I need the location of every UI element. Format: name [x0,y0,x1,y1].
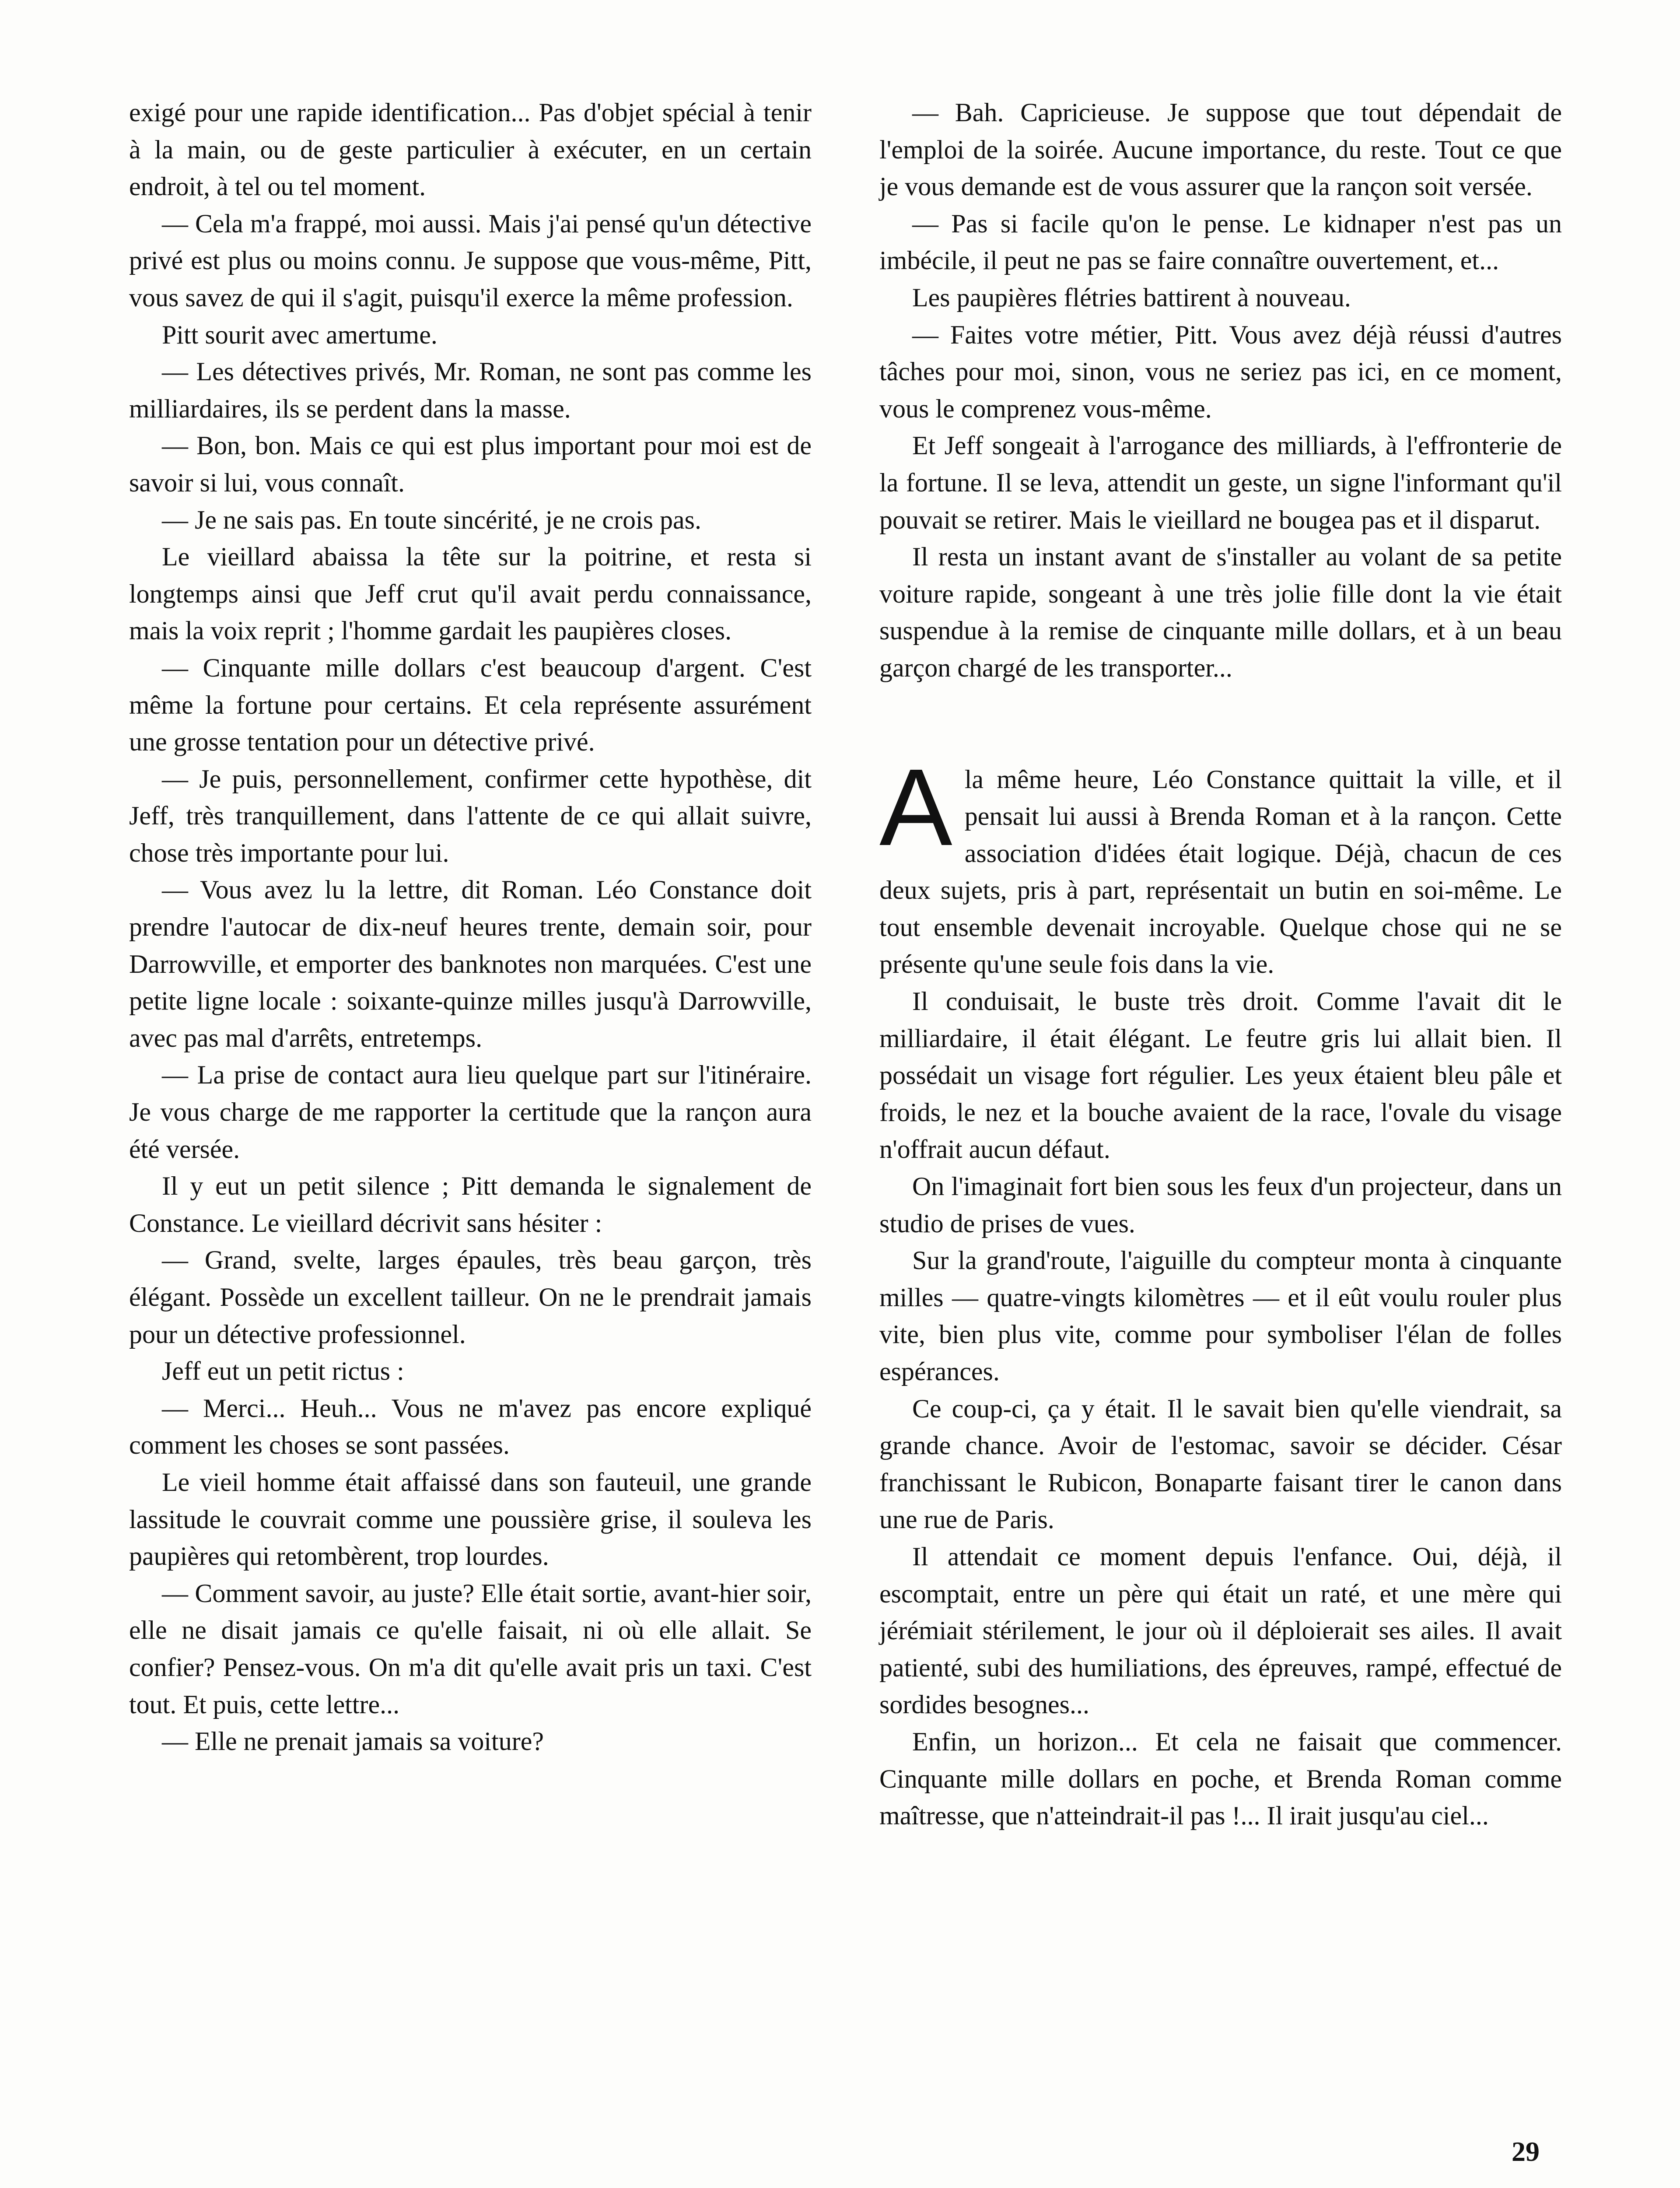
paragraph: Enfin, un horizon... Et cela ne faisait que commencer. Cinquante mille dollars en poche, et Brenda Roman comme maîtresse, que n'atteindrait-il pas !... Il irait jusqu'au ciel... [879,1727,1562,1830]
paragraph: Il y eut un petit silence ; Pitt demanda le signalement de Constance. Le vieillard décrivit sans hésiter : [129,1171,812,1238]
paragraph: — Elle ne prenait jamais sa voiture? [162,1727,544,1756]
dropcap-paragraph-text: la même heure, Léo Constance quittait la ville, et il pensait lui aussi à Brenda Roman et à la rançon. Cette association d'idées était logique. Déjà, chacun de ces deux sujets, pris à part, représentait un butin en soi-même. Le tout ensemble devenait incroyable. Quelque chose qui ne se présente qu'une seule fois dans la vie. [879,764,1562,979]
dropcap-paragraph [879,746,1562,983]
right-text-column [879,94,1562,1834]
paragraph: — Je puis, personnellement, confirmer cette hypothèse, dit Jeff, très tranquillement, dans l'attente de ce qui allait suivre, chose très importante pour lui. [129,764,812,867]
paragraph: — Cela m'a frappé, moi aussi. Mais j'ai pensé qu'un détective privé est plus ou moins connu. Je suppose que vous-même, Pitt, vous savez de qui il s'agit, puisqu'il exerce la même profession. [129,209,812,312]
paragraph: Il conduisait, le buste très droit. Comme l'avait dit le milliardaire, il était élégant. Le feutre gris lui allait bien. Il possédait un visage fort régulier. Les yeux étaient bleu pâle et froids, le nez et la bouche avaient de la race, l'ovale du visage n'offrait aucun défaut. [879,987,1562,1164]
paragraph: Il attendait ce moment depuis l'enfance. Oui, déjà, il escomptait, entre un père qui était un raté, et une mère qui jérémiait stérilement, le jour où il déploierait ses ailes. Il avait patienté, subi des humiliations, des épreuves, rampé, effectué de sordides besognes... [879,1542,1562,1719]
paragraph: Jeff eut un petit rictus : [162,1357,404,1386]
drop-cap-letter: A [879,746,952,868]
paragraph: On l'imaginait fort bien sous les feux d'un projecteur, dans un studio de prises de vues. [879,1172,1562,1238]
paragraph: Pitt sourit avec amertume. [162,320,438,349]
paragraph: — Les détectives privés, Mr. Roman, ne sont pas comme les milliardaires, ils se perdent dans la masse. [129,357,812,423]
paragraph: Et Jeff songeait à l'arrogance des milliards, à l'effronterie de la fortune. Il se leva, attendit un geste, un signe l'informant qu'il pouvait se retirer. Mais le vieillard ne bougea pas et il disparut. [879,431,1562,534]
paragraph: — Bon, bon. Mais ce qui est plus important pour moi est de savoir si lui, vous connaît. [129,431,812,497]
paragraph: — Vous avez lu la lettre, dit Roman. Léo Constance doit prendre l'autocar de dix-neuf heures trente, demain soir, pour Darrowville, et emporter des banknotes non marquées. C'est une petite ligne locale : soixante-quinze milles jusqu'à Darrowville, avec pas mal d'arrêts, entretemps. [129,875,812,1052]
paragraph: — Cinquante mille dollars c'est beaucoup d'argent. C'est même la fortune pour certains. Et cela représente assurément une grosse tentation pour un détective privé. [129,653,812,757]
paragraph: — Bah. Capricieuse. Je suppose que tout dépendait de l'emploi de la soirée. Aucune importance, du reste. Tout ce que je vous demande est de vous assurer que la rançon soit versée. [879,98,1562,201]
page-number: 29 [1512,2136,1540,2167]
paragraph: Sur la grand'route, l'aiguille du compteur monta à cinquante milles — quatre-vingts kilomètres — et il eût voulu rouler plus vite, bien plus vite, comme pour symboliser l'élan de folles espérances. [879,1246,1562,1386]
paragraph: — Comment savoir, au juste? Elle était sortie, avant-hier soir, elle ne disait jamais ce qu'elle faisait, ni où elle allait. Se confier? Pensez-vous. On m'a dit qu'elle avait pris un taxi. C'est tout. Et puis, cette lettre... [129,1578,812,1719]
paragraph: Le vieil homme était affaissé dans son fauteuil, une grande lassitude le couvrait comme une poussière grise, il souleva les paupières qui retombèrent, trop lourdes. [129,1467,812,1571]
paragraph: Il resta un instant avant de s'installer au volant de sa petite voiture rapide, songeant à une très jolie fille dont la vie était suspendue à la remise de cinquante mille dollars, et à un beau garçon chargé de les transporter... [879,542,1562,682]
paragraph: — Je ne sais pas. En toute sincérité, je ne crois pas. [162,505,701,534]
section-break [879,687,1562,761]
paragraph: — La prise de contact aura lieu quelque part sur l'itinéraire. Je vous charge de me rapporter la certitude que la rançon aura été versée. [129,1060,812,1164]
paragraph: — Pas si facile qu'on le pense. Le kidnaper n'est pas un imbécile, il peut ne pas se faire connaître ouvertement, et... [879,209,1562,275]
paragraph: — Grand, svelte, larges épaules, très beau garçon, très élégant. Possède un excellent tailleur. On ne le prendrait jamais pour un détective professionnel. [129,1245,812,1349]
paragraph: Le vieillard abaissa la tête sur la poitrine, et resta si longtemps ainsi que Jeff crut qu'il avait perdu connaissance, mais la voix reprit ; l'homme gardait les paupières closes. [129,542,812,645]
paragraph: — Faites votre métier, Pitt. Vous avez déjà réussi d'autres tâches pour moi, sinon, vous ne seriez pas ici, en ce moment, vous le comprenez vous-même. [879,320,1562,423]
paragraph: — Merci... Heuh... Vous ne m'avez pas encore expliqué comment les choses se sont passées. [129,1393,812,1460]
paragraph: exigé pour une rapide identification... Pas d'objet spécial à tenir à la main, ou de geste particulier à exécuter, en un certain endroit, à tel ou tel moment. [129,98,812,201]
left-text-column [129,94,812,1760]
paragraph: Ce coup-ci, ça y était. Il le savait bien qu'elle viendrait, sa grande chance. Avoir de l'estomac, savoir se décider. César franchissant le Rubicon, Bonaparte faisant tirer le canon dans une rue de Paris. [879,1394,1562,1534]
paragraph: Les paupières flétries battirent à nouveau. [912,283,1351,312]
